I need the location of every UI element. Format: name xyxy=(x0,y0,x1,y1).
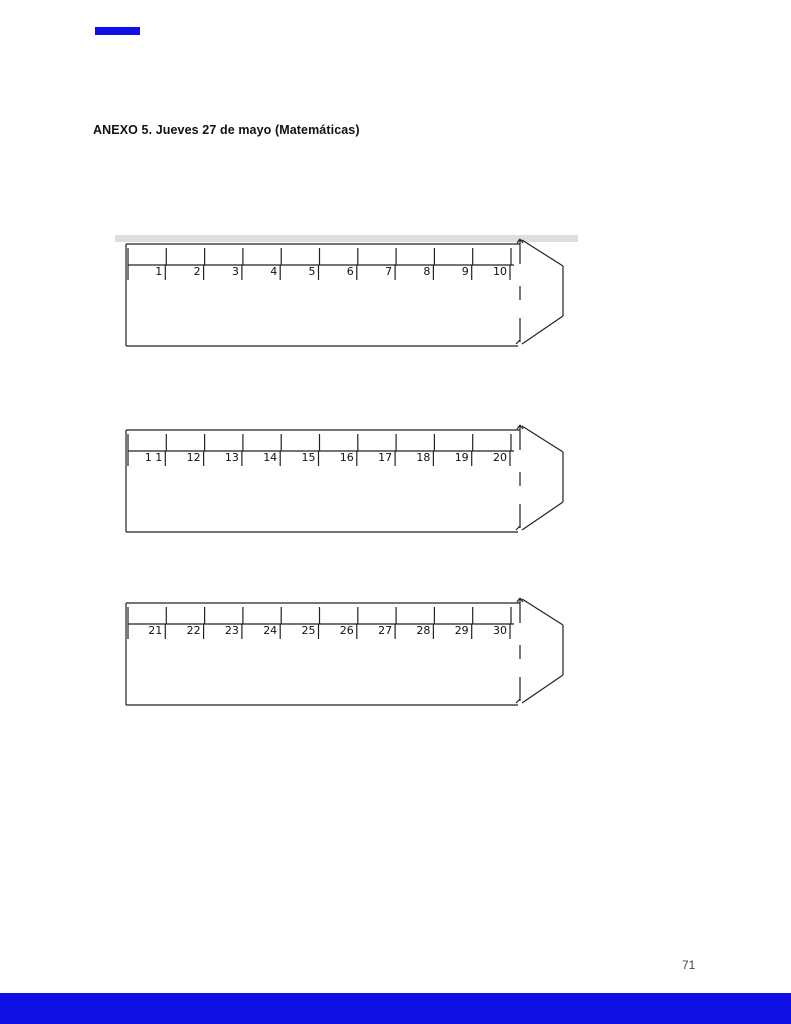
strip-drawing xyxy=(116,597,576,713)
strip-number: 23 xyxy=(224,624,239,637)
strip-number: 17 xyxy=(378,451,393,464)
page-heading: ANEXO 5. Jueves 27 de mayo (Matemáticas) xyxy=(93,123,360,137)
strip-number: 12 xyxy=(186,451,201,464)
strip-number: 7 xyxy=(385,265,393,278)
strip-number: 25 xyxy=(301,624,316,637)
page-number: 71 xyxy=(682,958,696,972)
strip-number: 15 xyxy=(301,451,316,464)
strip-number: 22 xyxy=(186,624,201,637)
strip-number: 18 xyxy=(416,451,431,464)
strip-number: 20 xyxy=(493,451,507,464)
strip-number: 10 xyxy=(493,265,507,278)
strip-number: 28 xyxy=(416,624,431,637)
strip-number: 8 xyxy=(423,265,431,278)
tab-upper-diagonal xyxy=(522,426,563,452)
number-strip-1 xyxy=(116,238,576,354)
tab-lower-diagonal xyxy=(522,675,563,703)
strip-number: 5 xyxy=(308,265,316,278)
strip-number: 29 xyxy=(454,624,469,637)
strip-drawing xyxy=(116,424,576,540)
strip-number: 2 xyxy=(193,265,201,278)
strip-number: 13 xyxy=(224,451,239,464)
strip-number: 6 xyxy=(346,265,354,278)
bottom-accent-bar xyxy=(0,993,791,1024)
top-accent-bar xyxy=(95,27,140,35)
number-strip-3 xyxy=(116,597,576,713)
strip-number: 30 xyxy=(493,624,507,637)
strip-number: 1 xyxy=(155,265,163,278)
strip-drawing xyxy=(116,238,576,354)
tab-lower-diagonal xyxy=(522,316,563,344)
strip-number: 16 xyxy=(339,451,354,464)
strip-number: 19 xyxy=(454,451,469,464)
strip-number: 4 xyxy=(270,265,278,278)
tab-lower-diagonal xyxy=(522,502,563,530)
number-strip-2 xyxy=(116,424,576,540)
strip-number: 26 xyxy=(339,624,354,637)
tab-upper-diagonal xyxy=(522,599,563,625)
strip-number: 27 xyxy=(378,624,393,637)
strip-number: 1 1 xyxy=(144,451,163,464)
strip-number: 3 xyxy=(231,265,239,278)
tab-upper-diagonal xyxy=(522,240,563,266)
strip-number: 14 xyxy=(263,451,278,464)
strip-number: 9 xyxy=(461,265,469,278)
strip-number: 21 xyxy=(148,624,163,637)
strip-number: 24 xyxy=(263,624,278,637)
